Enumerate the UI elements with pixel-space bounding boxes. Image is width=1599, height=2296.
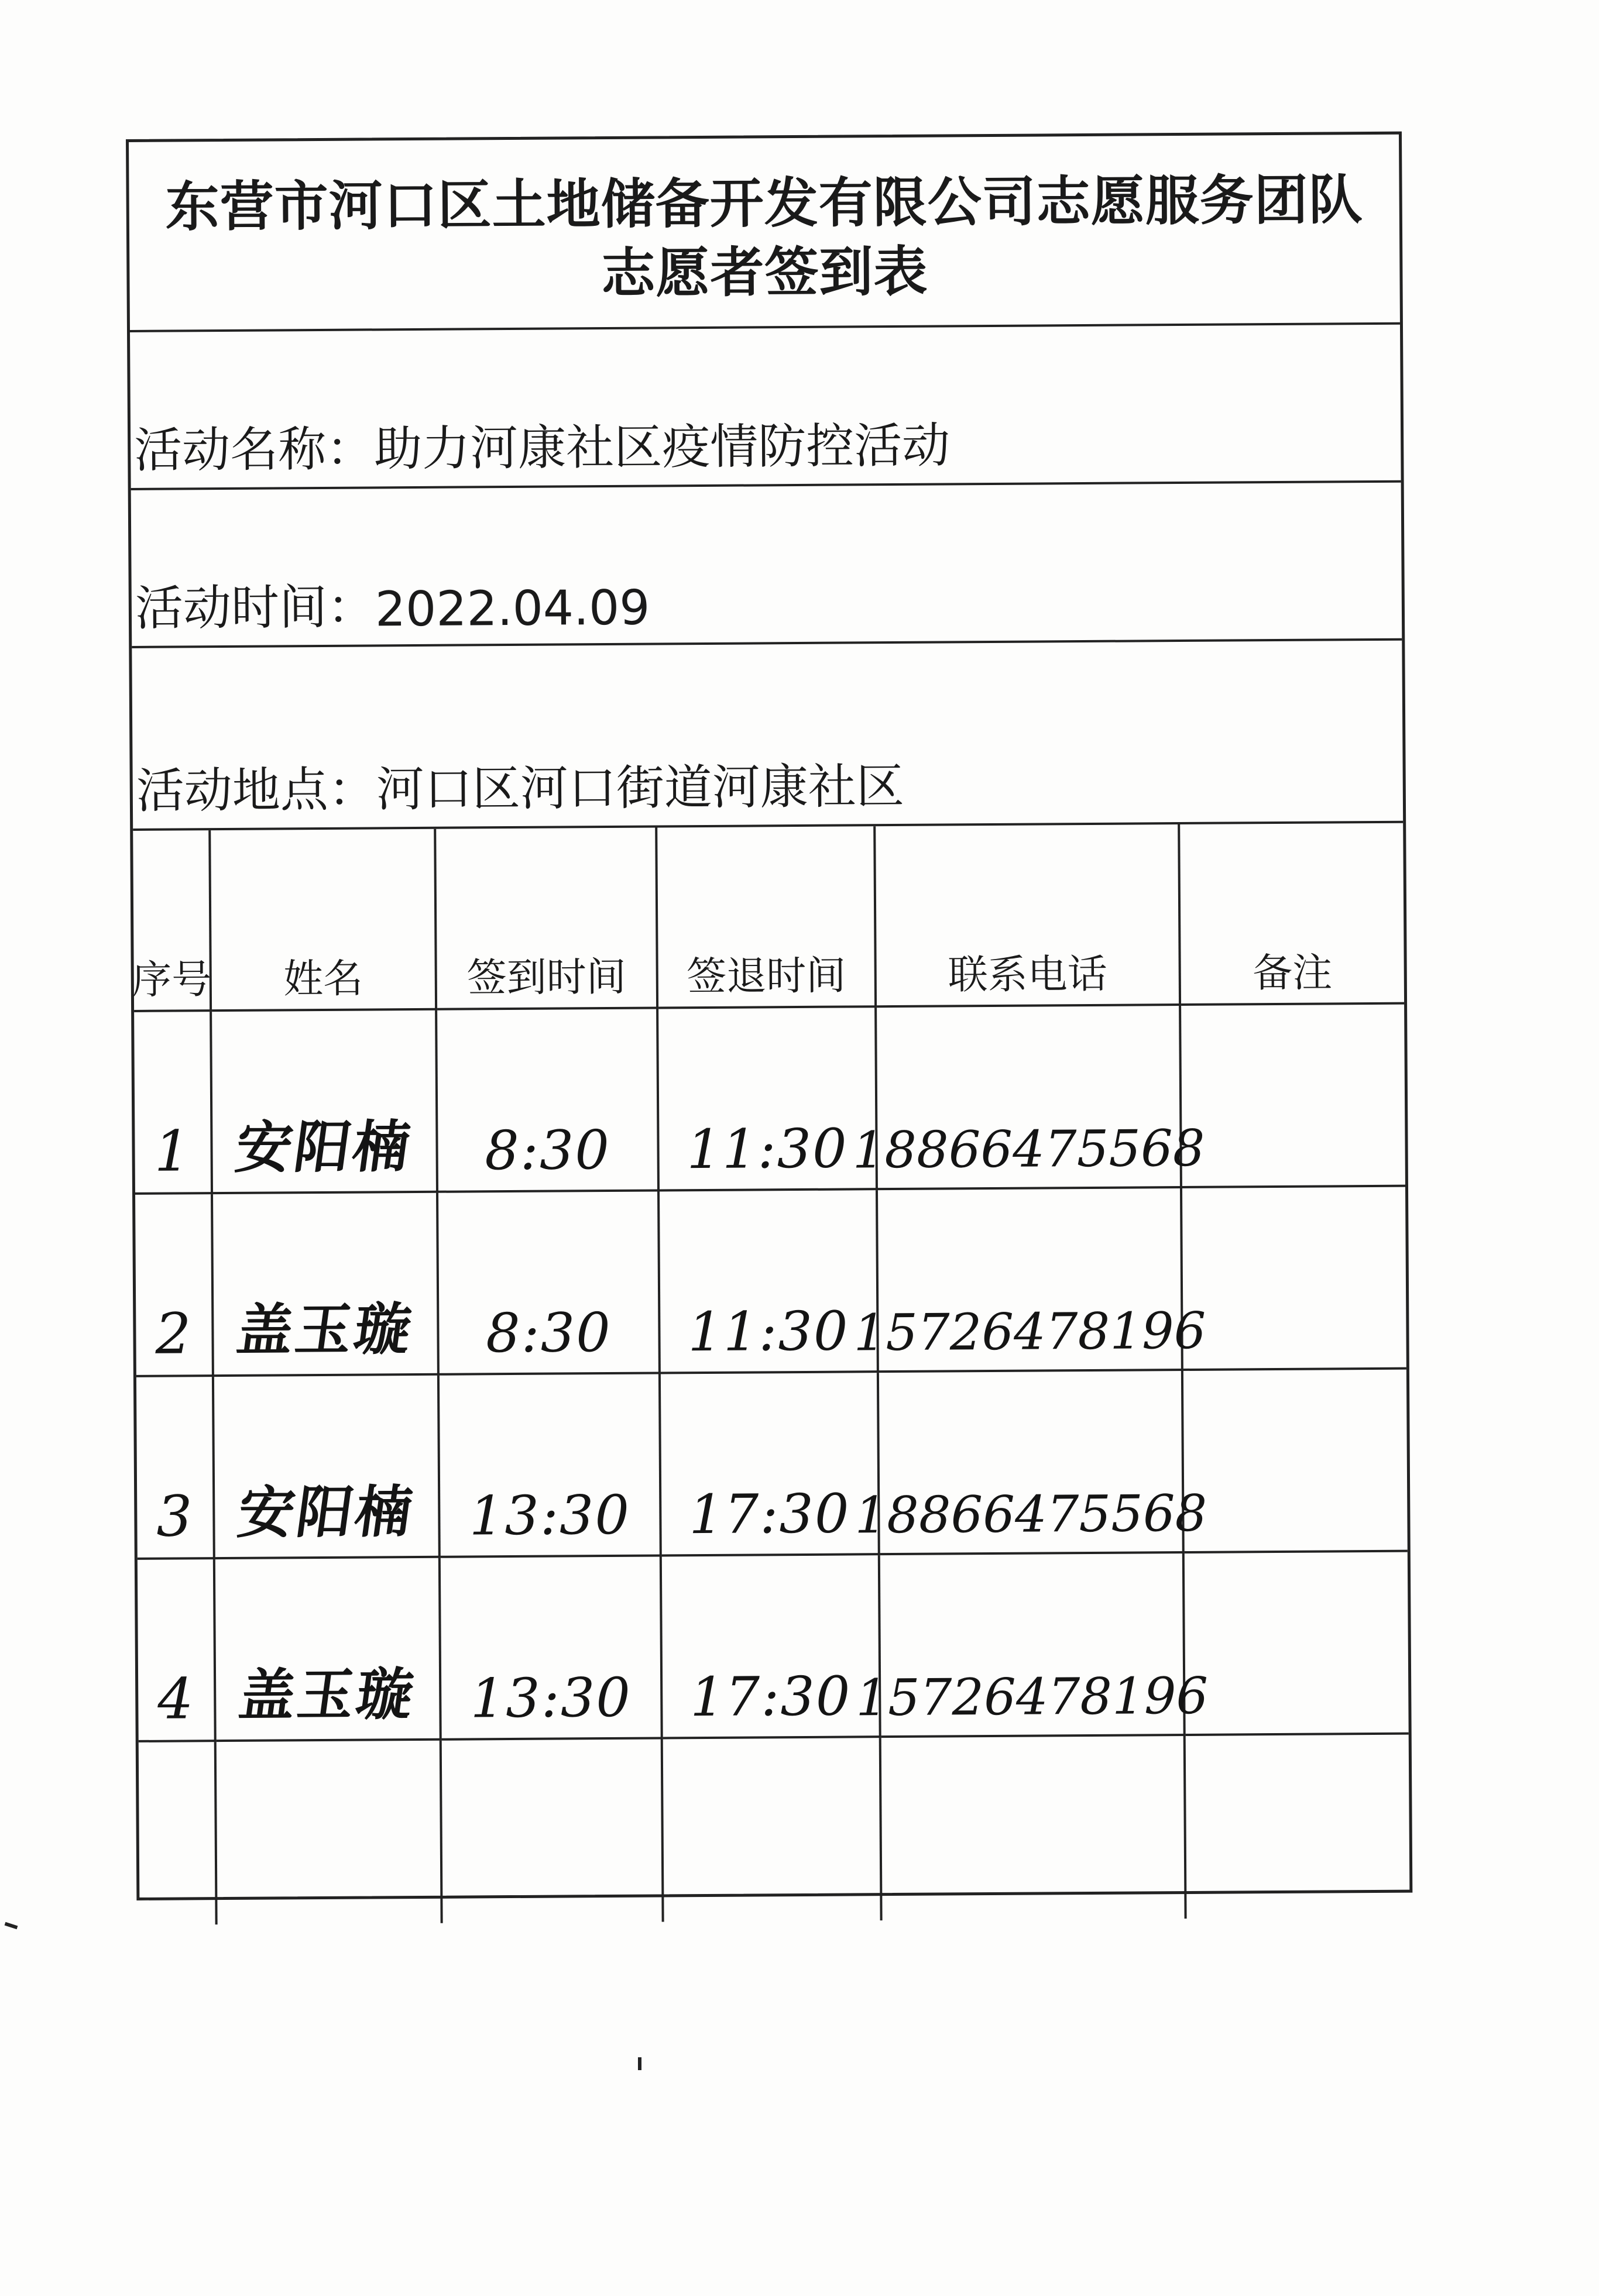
row-index-text: 4 [157, 1666, 195, 1732]
row-name [213, 1193, 440, 1377]
row-index [139, 1742, 218, 1925]
row-name-signature: 盖玉璇 [232, 1296, 417, 1363]
activity-name-row [130, 325, 1401, 490]
row-phone [856, 1553, 1209, 1738]
row-phone [853, 1188, 1206, 1373]
row-phone-text: 18866475568 [852, 1119, 1205, 1180]
header-phone: 联系电话 [876, 824, 1181, 1008]
row-phone [881, 1736, 1187, 1920]
row-index-text: 3 [156, 1483, 194, 1549]
header-sign-out-time: 签退时间 [657, 826, 877, 1009]
row-sign-in [441, 1556, 663, 1740]
sheet-title-line2: 志愿者签到表 [601, 240, 928, 305]
stray-ink-mark [5, 1922, 18, 1930]
activity-name-label: 活动名称： [133, 421, 375, 479]
row-sign-out-text: 17:30 [689, 1665, 852, 1729]
row-sign-in [437, 1009, 660, 1192]
row-phone [852, 1006, 1205, 1190]
row-sign-in [438, 1191, 661, 1375]
sign-in-sheet [126, 132, 1412, 1900]
row-sign-out [663, 1738, 883, 1922]
row-index [136, 1377, 215, 1560]
row-sign-in-text: 8:30 [485, 1301, 612, 1365]
row-phone-text: 18866475568 [855, 1484, 1207, 1545]
row-name-signature: 安阳楠 [231, 1114, 416, 1181]
header-index: 序号 [133, 830, 212, 1012]
row-name [215, 1558, 442, 1742]
row-phone-text: 15726478196 [853, 1301, 1206, 1363]
row-sign-out [661, 1373, 880, 1556]
row-name [217, 1741, 443, 1924]
title-block [129, 135, 1400, 332]
row-name [212, 1010, 438, 1194]
row-name-signature: 盖玉璇 [235, 1661, 420, 1728]
row-sign-out-text: 17:30 [688, 1482, 850, 1546]
row-note [1182, 1187, 1406, 1371]
table-row [136, 1370, 1408, 1560]
row-index [135, 1194, 214, 1377]
row-sign-out-text: 11:30 [688, 1300, 849, 1364]
sheet-title-line1: 东营市河口区土地储备开发有限公司志愿服务团队 [165, 168, 1363, 239]
row-note [1185, 1552, 1409, 1736]
row-index-text: 1 [154, 1118, 191, 1184]
row-phone-text: 15726478196 [856, 1666, 1209, 1728]
row-index [134, 1012, 213, 1195]
row-sign-out [662, 1555, 881, 1739]
row-sign-out [660, 1190, 879, 1374]
row-sign-in-text: 13:30 [469, 1483, 631, 1548]
row-sign-in [440, 1374, 662, 1558]
row-index [138, 1559, 217, 1742]
header-sign-in-time: 签到时间 [436, 827, 658, 1010]
activity-place-value: 河口区河口街道河康社区 [376, 758, 905, 818]
row-name-signature: 安阳楠 [234, 1479, 418, 1546]
sign-in-table [133, 823, 1404, 1012]
table-row [139, 1735, 1410, 1925]
row-phone [855, 1371, 1207, 1555]
row-sign-in-text: 8:30 [484, 1118, 611, 1183]
table-row [135, 1187, 1406, 1377]
activity-time-label: 活动时间： [135, 579, 376, 637]
row-sign-out-text: 11:30 [687, 1117, 848, 1181]
activity-name-value: 助力河康社区疫情防控活动 [373, 418, 951, 477]
row-note [1183, 1370, 1408, 1553]
row-note [1181, 1005, 1405, 1188]
table-row [134, 1005, 1405, 1195]
row-note [1186, 1735, 1410, 1919]
header-name: 姓名 [211, 829, 437, 1012]
row-sign-in-text: 13:30 [470, 1666, 632, 1730]
row-sign-out [658, 1008, 878, 1191]
row-index-text: 2 [155, 1301, 193, 1367]
activity-time-value: 2022.04.09 [375, 580, 650, 638]
row-sign-in [442, 1739, 664, 1923]
row-name [214, 1376, 441, 1559]
stray-ink-mark [638, 2057, 641, 2070]
header-note: 备注 [1180, 823, 1404, 1006]
activity-place-row [132, 641, 1403, 831]
activity-place-label: 活动地点： [136, 762, 377, 819]
table-row [138, 1552, 1409, 1742]
activity-time-row [131, 483, 1402, 648]
